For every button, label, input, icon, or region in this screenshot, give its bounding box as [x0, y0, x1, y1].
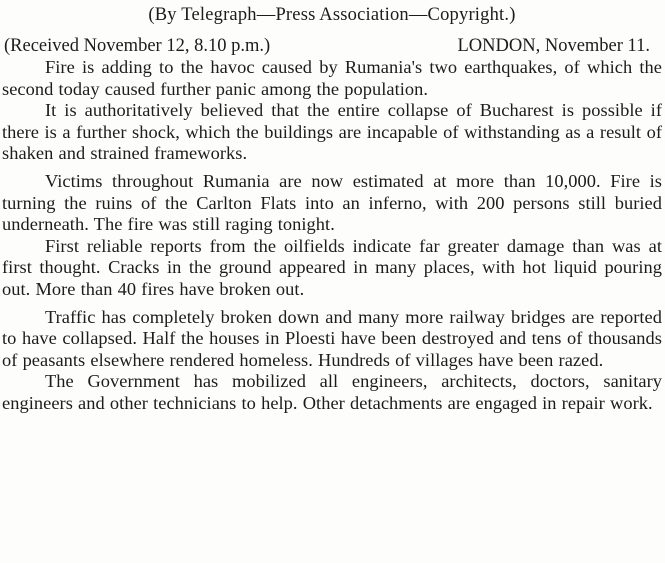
paragraph-bucharest: It is authoritatively believed that the entire collapse of Bucharest is possible if there is a further shock, which the buildings are incapable of withstanding as a result of shaken and strained frameworks.	[2, 100, 662, 164]
paragraph-traffic: Traffic has completely broken down and many more railway bridges are reported to have collapsed. Half the houses in Ploesti have been destroyed and tens of thousands of peasants elsewhere rendered homeless. Hundreds of villages have been razed.	[2, 306, 662, 370]
wire-credit-line: (By Telegraph—Press Association—Copyright.)	[148, 5, 516, 25]
dateline-location: LONDON, November 11.	[457, 36, 650, 56]
paragraph-government: The Government has mobilized all engineers, architects, doctors, sanitary engineers and other technicians to help. Other detachments are engaged in repair work.	[2, 371, 662, 413]
paragraph-victims: Victims throughout Rumania are now estimated at more than 10,000. Fire is turning the ruins of the Carlton Flats into an inferno, with 200 persons still buried underneath. The fire was still raging tonight.	[2, 170, 662, 235]
dateline-row	[2, 35, 662, 57]
paragraph-oilfields: First reliable reports from the oilfields indicate far greater damage than was at first thought. Cracks in the ground appeared in many places, with hot liquid pouring out. More than 40 fires have broken out.	[2, 235, 662, 299]
received-time: (Received November 12, 8.10 p.m.)	[4, 36, 271, 56]
paragraph-fire: Fire is adding to the havoc caused by Rumania's two earthquakes, of which the second today caused further panic among the population.	[2, 57, 662, 99]
